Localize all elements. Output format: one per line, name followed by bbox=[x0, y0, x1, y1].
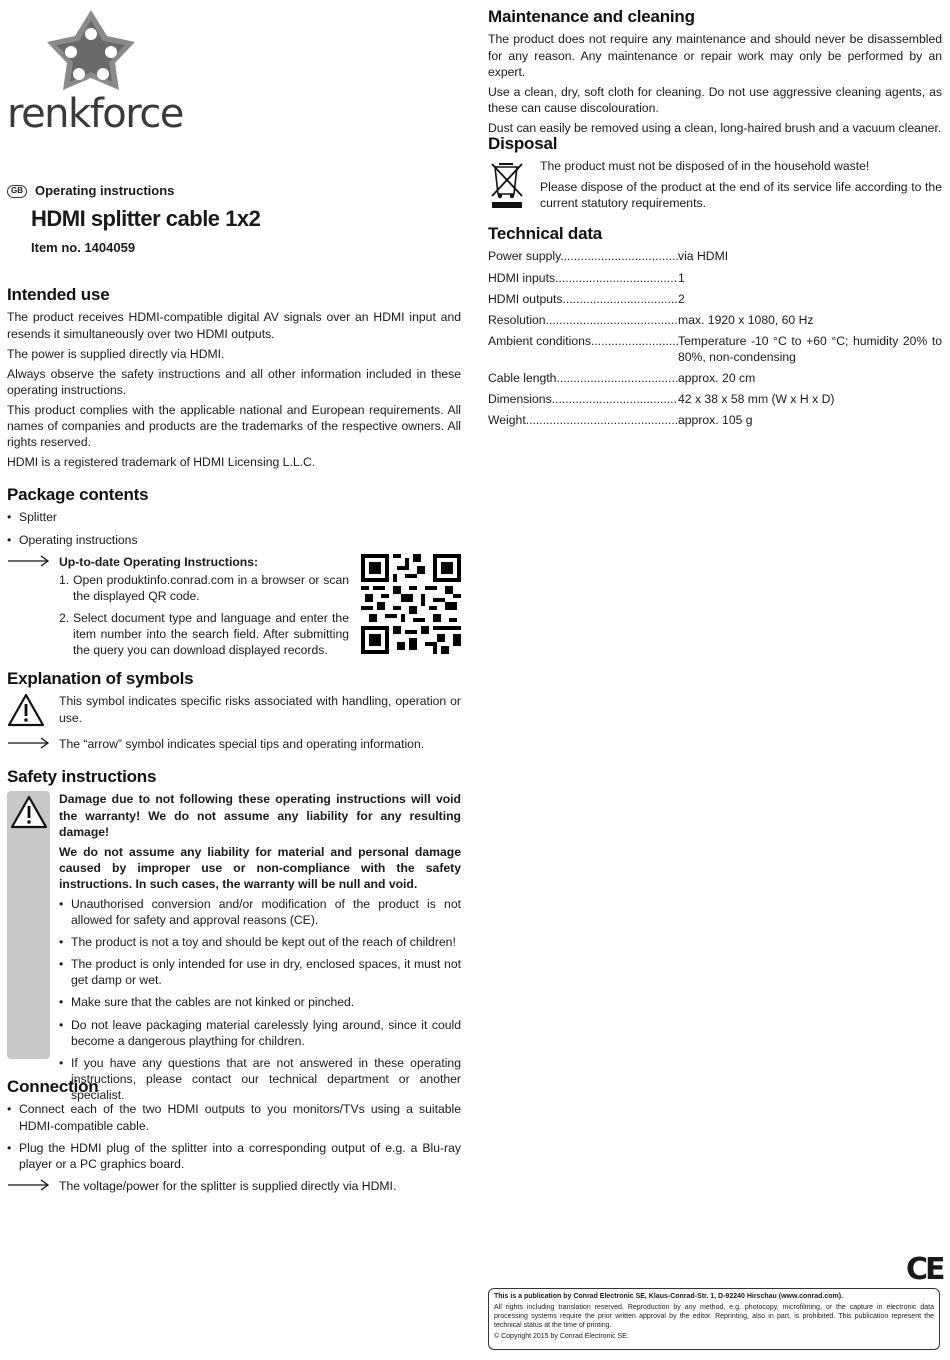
disposal-section bbox=[488, 133, 942, 221]
paragraph: The product does not require any maintenance and should never be disassembled for any reason. Any maintenance or repair work may only be performed by an expert. bbox=[488, 32, 942, 79]
list-item: • Do not leave packaging material carelessly lying around, since it could become a dangerous plaything for children. bbox=[59, 1017, 461, 1049]
paragraph: Use a clean, dry, soft cloth for cleaning. Do not use aggressive cleaning agents, as these can cause discolouration. bbox=[488, 84, 942, 115]
paragraph: The power is supplied directly via HDMI. bbox=[7, 346, 225, 361]
safety-heading: Safety instructions bbox=[7, 767, 157, 786]
warning-triangle-icon bbox=[10, 795, 48, 829]
list-item: 2. Select document type and language and enter the item number into the search field. After submitting the query you can download displayed records. bbox=[59, 610, 349, 658]
arrow-symbol-row bbox=[7, 736, 461, 752]
list-item: • The product is not a toy and should be kept out of the reach of children! bbox=[59, 934, 461, 950]
warning-symbol-text: This symbol indicates specific risks associated with handling, operation or use. bbox=[59, 694, 461, 725]
tech-row: HDMI outputs ..... 2 bbox=[488, 291, 942, 307]
maintenance-heading: Maintenance and cleaning bbox=[488, 7, 695, 26]
connection-list bbox=[7, 1101, 461, 1171]
disposal-line-1: The product must not be disposed of in the household waste! bbox=[540, 159, 870, 174]
footer-rights: All rights including translation reserved. Reproduction by any method, e.g. photocopy, microfilming, or the capture in electronic data processing systems require the prior written approval by the editor. Reprinting, also in part, is prohibited. This publication represent the technical status at the time of printing. bbox=[494, 1304, 934, 1330]
arrow-symbol-text: The “arrow” symbol indicates special tips and operating information. bbox=[59, 736, 425, 751]
paragraph: HDMI is a registered trademark of HDMI Licensing L.L.C. bbox=[7, 455, 316, 470]
arrow-icon bbox=[7, 554, 51, 568]
disposal-heading: Disposal bbox=[488, 134, 558, 153]
list-item: • Splitter bbox=[7, 509, 461, 525]
tech-row: HDMI inputs ..... 1 bbox=[488, 270, 942, 286]
brand-name: renkforce bbox=[7, 91, 183, 137]
technical-section bbox=[488, 223, 942, 433]
item-number: Item no. 1404059 bbox=[31, 240, 136, 255]
intended-use-section bbox=[7, 284, 461, 474]
symbols-section bbox=[7, 668, 461, 762]
paragraph: This product complies with the applicable national and European requirements. All names of companies and products are the trademarks of the respective owners. All rights reserved. bbox=[7, 402, 461, 450]
safety-section bbox=[7, 766, 461, 1109]
safety-warning: We do not assume any liability for material and personal damage caused by improper use or non-compliance with the safety instructions. In such cases, the warranty will be null and void. bbox=[59, 844, 461, 891]
list-item: • Make sure that the cables are not kinked or pinched. bbox=[59, 994, 461, 1010]
qr-code bbox=[361, 554, 461, 654]
renkforce-star-icon bbox=[7, 8, 177, 93]
connection-section bbox=[7, 1076, 461, 1204]
weee-bin-icon bbox=[488, 158, 526, 210]
ce-mark: CE bbox=[906, 1252, 943, 1287]
disposal-line-2: Please dispose of the product at the end of its service life according to the current statutory requirements. bbox=[540, 179, 942, 210]
warning-symbol-row bbox=[7, 693, 461, 725]
steps-list bbox=[59, 572, 349, 658]
package-contents-heading: Package contents bbox=[7, 485, 149, 504]
paragraph: The product receives HDMI-compatible digital AV signals over an HDMI input and resends it simultaneously over two HDMI outputs. bbox=[7, 310, 461, 341]
paragraph: Always observe the safety instructions and all other information included in these operating instructions. bbox=[7, 366, 461, 397]
publication-footer bbox=[488, 1288, 940, 1350]
tech-row: Dimensions ..... 42 x 38 x 58 mm (W x H x D) bbox=[488, 391, 942, 407]
page-title: HDMI splitter cable 1x2 bbox=[31, 206, 261, 231]
list-item: • Plug the HDMI plug of the splitter into a corresponding output of e.g. a Blu-ray player or a PC graphics board. bbox=[7, 1140, 461, 1172]
list-item: • If you have any questions that are not answered in these operating instructions, please contact our technical department or another specialist. bbox=[59, 1055, 461, 1103]
maintenance-section bbox=[488, 6, 942, 140]
list-item: • Connect each of the two HDMI outputs to you monitors/TVs using a suitable HDMI-compatible cable. bbox=[7, 1101, 461, 1133]
doc-type-label: Operating instructions bbox=[35, 183, 175, 198]
connection-tip-text: The voltage/power for the splitter is supplied directly via HDMI. bbox=[59, 1178, 397, 1193]
technical-heading: Technical data bbox=[488, 224, 603, 243]
connection-tip bbox=[7, 1178, 461, 1194]
footer-publisher: This is a publication by Conrad Electronic SE, Klaus-Conrad-Str. 1, D-92240 Hirschau (www.conrad.com). bbox=[494, 1293, 844, 1300]
list-item: • Operating instructions bbox=[7, 532, 461, 548]
tech-row: Power supply ..... via HDMI bbox=[488, 248, 942, 264]
paragraph: Dust can easily be removed using a clean, long-haired brush and a vacuum cleaner. bbox=[488, 120, 942, 135]
tip-title: Up-to-date Operating Instructions: bbox=[59, 554, 259, 569]
footer-copyright: © Copyright 2015 by Conrad Electronic SE. bbox=[494, 1333, 629, 1341]
renkforce-logo bbox=[7, 8, 183, 137]
list-item: • The product is only intended for use in dry, enclosed spaces, it must not get damp or wet. bbox=[59, 956, 461, 988]
arrow-icon bbox=[7, 1178, 51, 1192]
tech-row: Ambient conditions ..... Temperature -10 °C to +60 °C; humidity 20% to 80%, non-condensing bbox=[488, 333, 942, 365]
doc-type bbox=[7, 182, 174, 199]
safety-bar bbox=[7, 791, 50, 1059]
language-badge: GB bbox=[7, 185, 27, 198]
package-list bbox=[7, 509, 461, 547]
safety-list bbox=[59, 896, 461, 1103]
intended-use-heading: Intended use bbox=[7, 285, 110, 304]
tech-row: Cable length ..... approx. 20 cm bbox=[488, 370, 942, 386]
update-tip bbox=[7, 554, 461, 666]
list-item: 1. Open produktinfo.conrad.com in a browser or scan the displayed QR code. bbox=[59, 572, 349, 603]
arrow-icon bbox=[7, 736, 51, 750]
safety-warning: Damage due to not following these operating instructions will void the warranty! We do not assume any liability for any resulting damage! bbox=[59, 792, 461, 839]
tech-row: Weight ..... approx. 105 g bbox=[488, 412, 942, 428]
warning-triangle-icon bbox=[7, 693, 45, 727]
list-item: • Unauthorised conversion and/or modification of the product is not allowed for safety and approval reasons (CE). bbox=[59, 896, 461, 928]
connection-heading: Connection bbox=[7, 1077, 99, 1096]
symbols-heading: Explanation of symbols bbox=[7, 669, 194, 688]
package-contents-section bbox=[7, 484, 461, 666]
tech-row: Resolution ..... max. 1920 x 1080, 60 Hz bbox=[488, 312, 942, 328]
